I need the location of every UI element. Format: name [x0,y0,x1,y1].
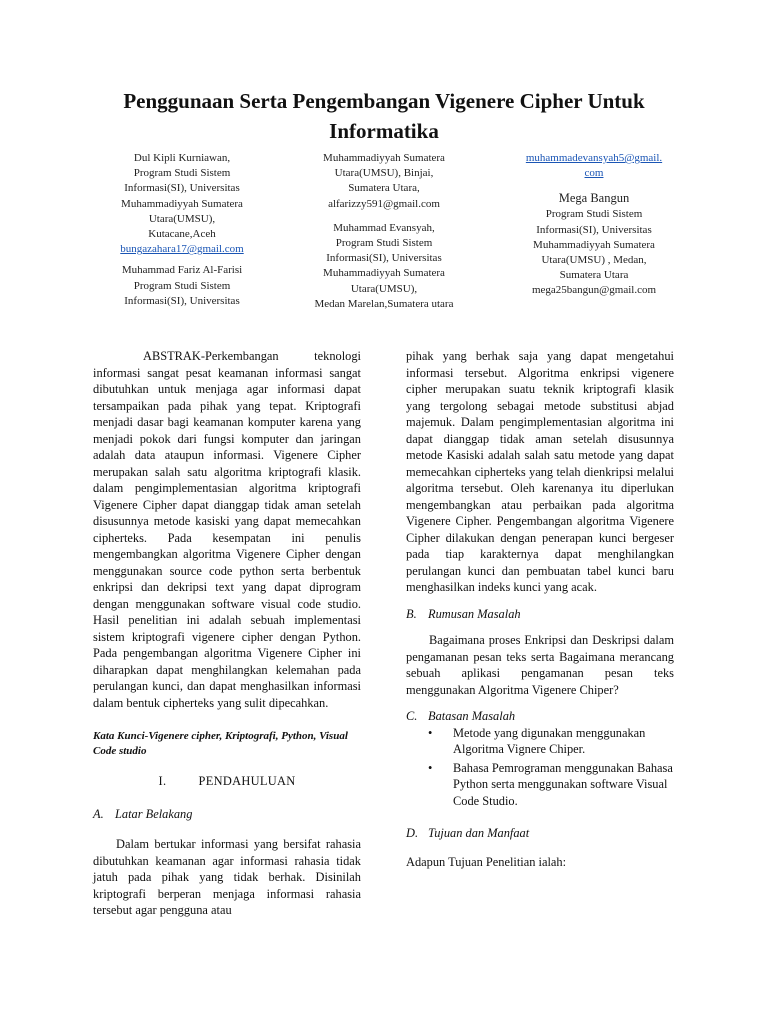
author-line: Informasi(SI), Universitas [124,182,240,195]
subheading-background [93,806,361,823]
author-line: Informasi(SI), Universitas [536,223,652,236]
subheading-scope [406,708,674,725]
section-title: PENDAHULUAN [198,774,296,788]
paragraph-background-continued: pihak yang berhak saja yang dapat mengetahui informasi tersebut. Algoritma enkripsi vigenere cipher merupakan suatu teknik kriptografi klasik yang tergolong sebagai metode substitusi abjad majemuk. Dalam pengimplementasian algoritma ini dapat dianggap tidak aman setelah disusunnya metode Kasiski adalah salah satu metode yang dapat memecahkan cipherteks yang telah dienkripsi melalui algoritma tersebut. Oleh karenanya itu diperlukan mengembangkan atau perbaikan pada algoritma Vigenere Cipher. Pengembangan algoritma Vigenere Cipher dilakukan dengan penerapan kunci bergeser pada tiap karakternya dapat menghilangkan perulangan kunci dan pembuatan tabel kunci baru menghasilkan indeks kunci yang acak. [406,349,674,594]
author-email-link-cont[interactable]: com [584,167,604,180]
author-email-link[interactable]: muhammadevansyah5@gmail. [525,152,663,164]
body-column-left [93,348,361,919]
author-line: alfarizzy591@gmail.com [328,197,440,210]
author-line: Muhammadiyyah Sumatera [121,197,243,210]
author-line: Sumatera Utara [559,269,629,282]
bullet-icon: • [428,760,433,775]
subheading-objectives [406,825,674,842]
author-line: Utara(UMSU), [350,282,418,295]
author-column-2 [288,151,480,312]
subheading-letter: C. [406,709,418,723]
author-line: Muhammadiyyah Sumatera [533,238,655,251]
author-line: Utara(UMSU), [148,212,216,225]
author-line: Muhammad Evansyah, [333,221,435,234]
author-line: Dul Kipli Kurniawan, [133,152,231,164]
subheading-problem-formulation [406,606,674,623]
author-email-link[interactable]: bungazahara17@gmail.com [120,243,244,256]
author-line: Program Studi Sistem [545,208,643,221]
author-column-1 [88,151,276,309]
paper-title [60,86,708,146]
author-line: Muhammadiyyah Sumatera [323,267,445,280]
author-line: Program Studi Sistem [133,279,231,292]
author-line: Program Studi Sistem [335,237,433,250]
paragraph-objectives: Adapun Tujuan Penelitian ialah: [406,854,567,869]
author-line: Informasi(SI), Universitas [326,252,442,265]
list-item [406,725,674,758]
paragraph-problem-formulation: Bagaimana proses Enkripsi dan Deskripsi dalam pengamanan pesan teks serta Bagaimana merancang sebuah aplikasi pengamanan pesan teks menggunakan Algoritma Vigenere Chiper? [406,633,674,697]
paragraph-background: Dalam bertukar informasi yang bersifat rahasia dibutuhkan keamanan agar informasi rahasia tidak jatuh pada pihak yang tidak berhak. Disinilah kriptografi berperan menjaga informasi rahasia tersebut agar pengguna atau [93,837,361,917]
subheading-letter: B. [406,606,417,621]
author-line: Program Studi Sistem [133,167,231,180]
author-line: Sumatera Utara, [348,182,420,195]
subheading-title: Rumusan Masalah [428,606,521,621]
section-heading-introduction [93,773,361,790]
author-line: Medan Marelan,Sumatera utara [314,297,454,310]
author-line: Kutacane,Aceh [148,228,216,241]
bullet-icon: • [428,725,433,740]
list-item-text: Bahasa Pemrograman menggunakan Bahasa Python serta menggunakan software Visual Code Studio. [453,760,673,808]
abstract: ABSTRAK-Perkembangan teknologi informasi sangat pesat keamanan informasi sangat dibutuhkan untuk menjaga agar informasi dapat tersampaikan pada pihak yang tepat. Kriptografi menjadi dasar bagi keamanan komputer karena yang menjadi pokok dari fungsi komputer dan jaringan adalah data ataupun informasi. Vigenere Cipher merupakan salah satu algoritma kriptografi klasik. dalam pengimplementasian algoritma kriptografi Vigenere Cipher dapat dianggap tidak aman setelah disusunnya metode kasiski yang dapat memecahkan cipherteks. Pada kesempatan ini penulis mengembangkan algoritma Vigenere Cipher dengan menggunakan source code python serta berbentuk enkripsi dan dekripsi text yang dapat diprogram dengan menggunakan software visual code studio. Hasil penelitian ini adalah sebuah implementasi sistem kriptografi vigenere cipher dengan Python. Pada pengembangan algoritma Vigenere Cipher ini diharapkan dapat menghilangkan kelemahan pada perulangan kunci, dan dapat menghasilkan informasi dalam bentuk cipherteks yang sulit dipecahkan. [93,349,361,710]
subheading-letter: D. [406,826,419,840]
paper-title-line-1: Penggunaan Serta Pengembangan Vigenere Cipher Untuk [123,89,645,113]
subheading-title: Latar Belakang [115,806,193,821]
list-item [406,760,674,810]
keywords: Kata Kunci-Vigenere cipher, Kriptografi, Python, Visual Code studio [93,730,348,757]
list-item-text: Metode yang digunakan menggunakan Algoritma Vignere Chiper. [453,725,646,756]
author-line: Informasi(SI), Universitas [124,294,240,307]
author-line: Muhammadiyyah Sumatera [323,152,445,164]
author-name: Mega Bangun [558,191,630,206]
author-column-3 [500,151,688,299]
subheading-letter: A. [93,806,104,821]
subheading-title: Batasan Masalah [428,709,516,723]
subheading-title: Tujuan dan Manfaat [428,826,530,840]
author-line: Utara(UMSU) , Medan, [541,254,647,267]
author-line: mega25bangun@gmail.com [531,284,657,297]
author-line: Muhammad Fariz Al-Farisi [121,264,243,277]
body-column-right [406,348,674,870]
scope-list [406,725,674,810]
section-number: I. [158,774,167,788]
author-line: Utara(UMSU), Binjai, [334,167,434,180]
paper-title-line-2: Informatika [329,119,439,143]
